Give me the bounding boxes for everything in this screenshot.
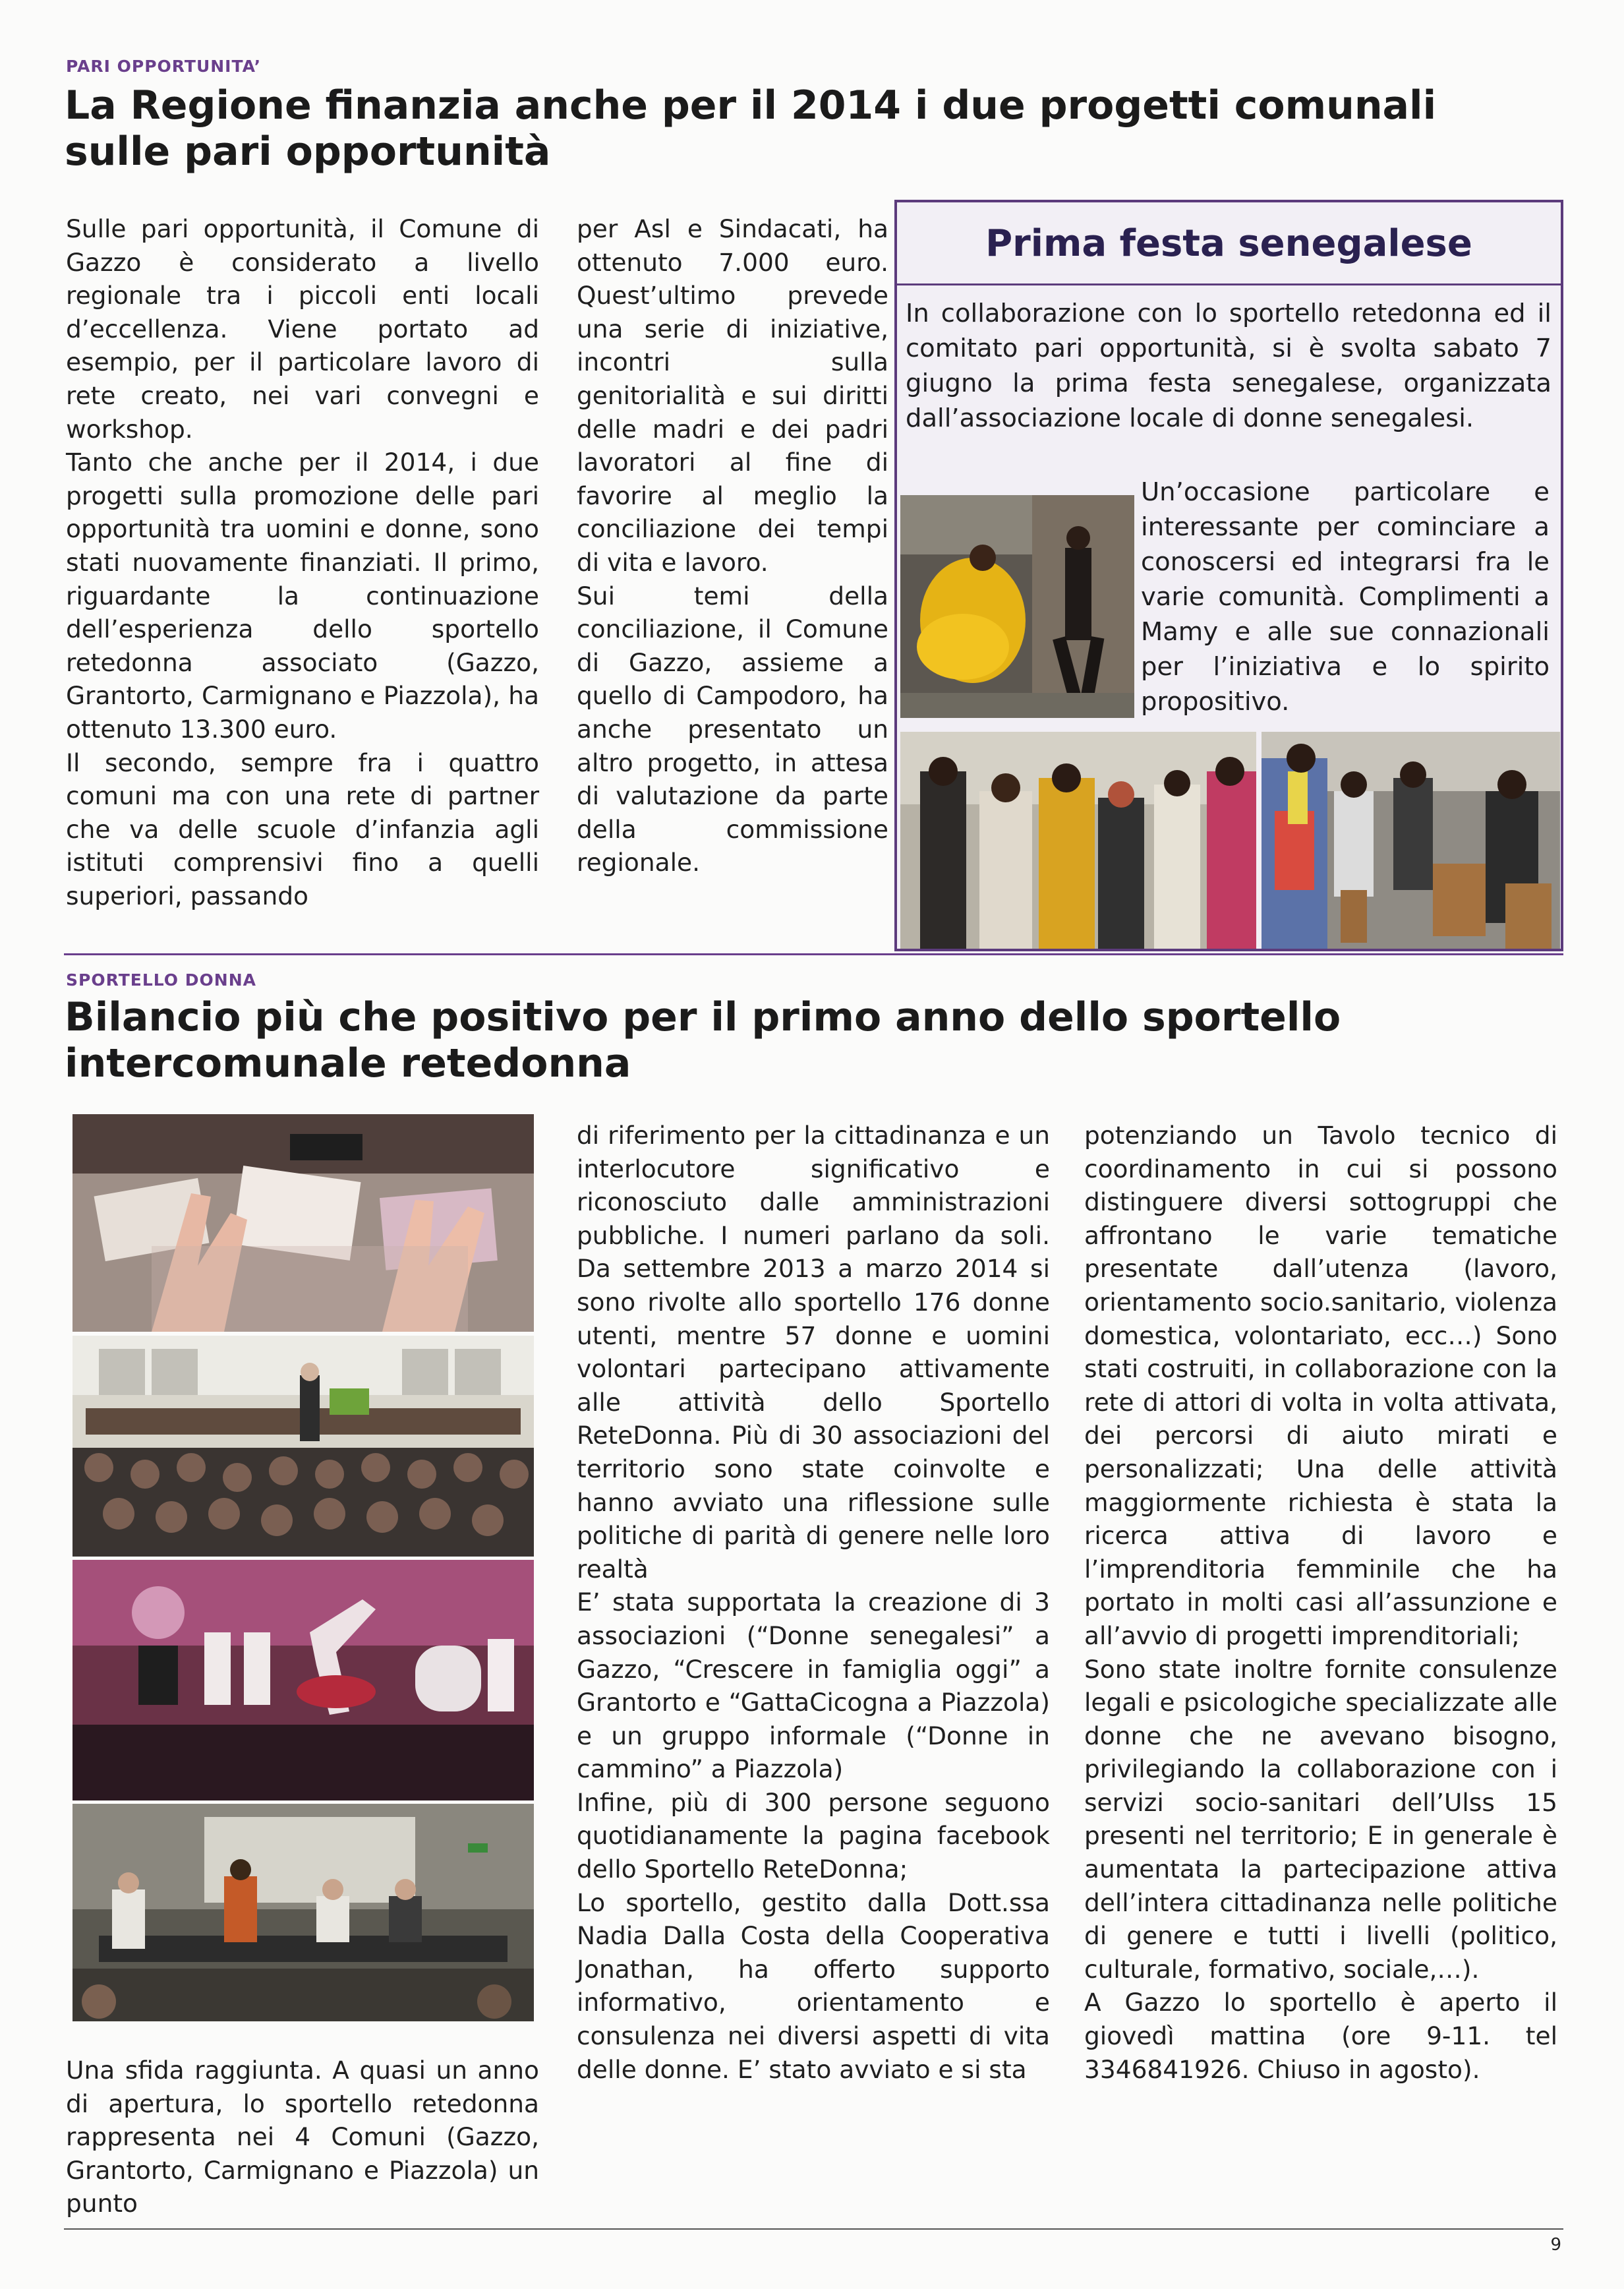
- paragraph: E’ stata supportata la creazione di 3 associazioni (“Donne senegalesi” a Gazzo, “Crescere in famiglia oggi” a Grantorto e “GattaCicogna a Piazzola) e un gruppo informale (“Donne in cammino” a Piazzola): [577, 1588, 1050, 1784]
- paragraph: Sui temi della conciliazione, il Comune di Gazzo, assieme a quello di Campodoro, ha anche presentato un altro progetto, in attesa di valutazione da parte della commissione regionale.: [577, 581, 888, 877]
- sidebar-box-text-right: Un’occasione particolare e interessante per cominciare a conoscersi ed integrarsi fra le varie comunità. Complimenti a Mamy e alle sue connazionali per l’iniziativa e lo spirito propositivo.: [1141, 477, 1550, 717]
- sidebar-box-intro: In collaborazione con lo sportello retedonna ed il comitato pari opportunità, si è svolta sabato 7 giugno la prima festa senegalese, organizzata dall’associazione locale di donne senegalesi.: [906, 299, 1552, 433]
- group-photo-drummers: [1262, 732, 1560, 949]
- paragraph: Il secondo, sempre fra i quattro comuni ma con una rete di partner che va delle scuole d’infanzia agli istituti comprensivi fino a quelli superiori, passando: [66, 748, 539, 910]
- article-headline-bilancio: Bilancio più che positivo per il primo anno dello sportello intercomunale retedonna: [65, 994, 1341, 1086]
- group-photo-women: [900, 732, 1256, 949]
- article-headline-regione: La Regione finanzia anche per il 2014 i due progetti comunali sulle pari opportunità: [65, 82, 1437, 175]
- article2-column-3: [1084, 1119, 1557, 2086]
- paragraph: Sulle pari opportunità, il Comune di Gazzo è considerato a livello regionale tra i piccoli enti locali d’eccellenza. Viene portato ad esempio, per il particolare lavoro di rete creato, nei vari convegni e workshop.: [66, 214, 539, 444]
- dancer-photo: [900, 495, 1134, 718]
- paragraph: Sono state inoltre fornite consulenze legali e psicologiche specializzate alle donne che ne avevano bisogno, privilegiando la collaborazione con i servizi socio-sanitari dell’Ulss 15 presenti nel territorio; E in generale è aumentata la partecipazione attiva dell’intera cittadinanza nelle politiche di genere e tutti i livelli (politico, culturale, formativo, sociale,…).: [1084, 1654, 1557, 1984]
- article2-column-1: [66, 2054, 539, 2220]
- dance-performance-photo: [72, 1560, 534, 1800]
- section-kicker-sportello-donna: SPORTELLO DONNA: [66, 970, 256, 990]
- paragraph: A Gazzo lo sportello è aperto il giovedì mattina (ore 9-11. tel 3346841926. Chiuso in agosto).: [1084, 1988, 1557, 2084]
- conference-panel-photo: [72, 1804, 534, 2021]
- section-divider: [64, 953, 1563, 955]
- paragraph: Lo sportello, gestito dalla Dott.ssa Nadia Dalla Costa della Cooperativa Jonathan, ha offerto supporto informativo, orientamento e consulenza nei diversi aspetti di vita delle donne. E’ stato avviato e si sta: [577, 1888, 1050, 2084]
- page-number: 9: [1550, 2235, 1561, 2255]
- sidebar-box-festa-senegalese: [894, 200, 1563, 951]
- paragraph: Una sfida raggiunta. A quasi un anno di apertura, lo sportello retedonna rappresenta nei 4 Comuni (Gazzo, Grantorto, Carmignano e Piazzola) un punto: [66, 2056, 539, 2218]
- paragraph: Tanto che anche per il 2014, i due progetti sulla promozione delle pari opportunità tra uomini e donne, sono stati nuovamente finanziati. Il primo, riguardante la continuazione dell’esperienza dello sportello retedonna associato (Gazzo, Grantorto, Carmignano e Piazzola), ha ottenuto 13.300 euro.: [66, 448, 539, 744]
- paragraph: Infine, più di 300 persone seguono quotidianamente la pagina facebook dello Sportello ReteDonna;: [577, 1787, 1050, 1884]
- box-divider: [897, 283, 1561, 285]
- section-kicker-pari-opportunita: PARI OPPORTUNITA’: [66, 57, 262, 76]
- footer-rule: [64, 2228, 1563, 2230]
- sidebar-box-title: Prima festa senegalese: [985, 222, 1472, 265]
- article1-column-1: [66, 212, 539, 912]
- paragraph: potenziando un Tavolo tecnico di coordinamento in cui si possono distinguere diversi sottogruppi che affrontano le varie tematiche presentate dall’utenza (lavoro, orientamento socio.sanitario, violenza domestica, volontariato, ecc…) Sono stati costruiti, in collaborazione con la rete di attori di volta in volta attivata, dei percorsi di aiuto mirati e personalizzati; Una delle attività maggiormente richiesta è stata la ricerca attiva di lavoro e l’imprenditoria femminile che ha portato in molti casi all’assunzione e all’avvio di progetti imprenditoriali;: [1084, 1121, 1557, 1650]
- paragraph: per Asl e Sindacati, ha ottenuto 7.000 euro. Quest’ultimo prevede una serie di iniziative, incontri sulla genitorialità e sui diritti delle madri e dei padri lavoratori al fine di favorire al meglio la conciliazione dei tempi di vita e lavoro.: [577, 214, 888, 577]
- conference-audience-photo: [72, 1336, 534, 1557]
- article2-column-2: [577, 1119, 1050, 2086]
- article1-column-2: [577, 212, 888, 879]
- workshop-hands-photo: [72, 1114, 534, 1332]
- paragraph: di riferimento per la cittadinanza e un interlocutore significativo e riconosciuto dalle amministrazioni pubbliche. I numeri parlano da soli. Da settembre 2013 a marzo 2014 si sono rivolte allo sportello 176 donne utenti, mentre 57 donne e uomini volontari partecipano attivamente alle attività dello Sportello ReteDonna. Più di 30 associazioni del territorio sono state coinvolte e hanno avviato una riflessione sulle politiche di parità di genere nelle loro realtà: [577, 1121, 1050, 1584]
